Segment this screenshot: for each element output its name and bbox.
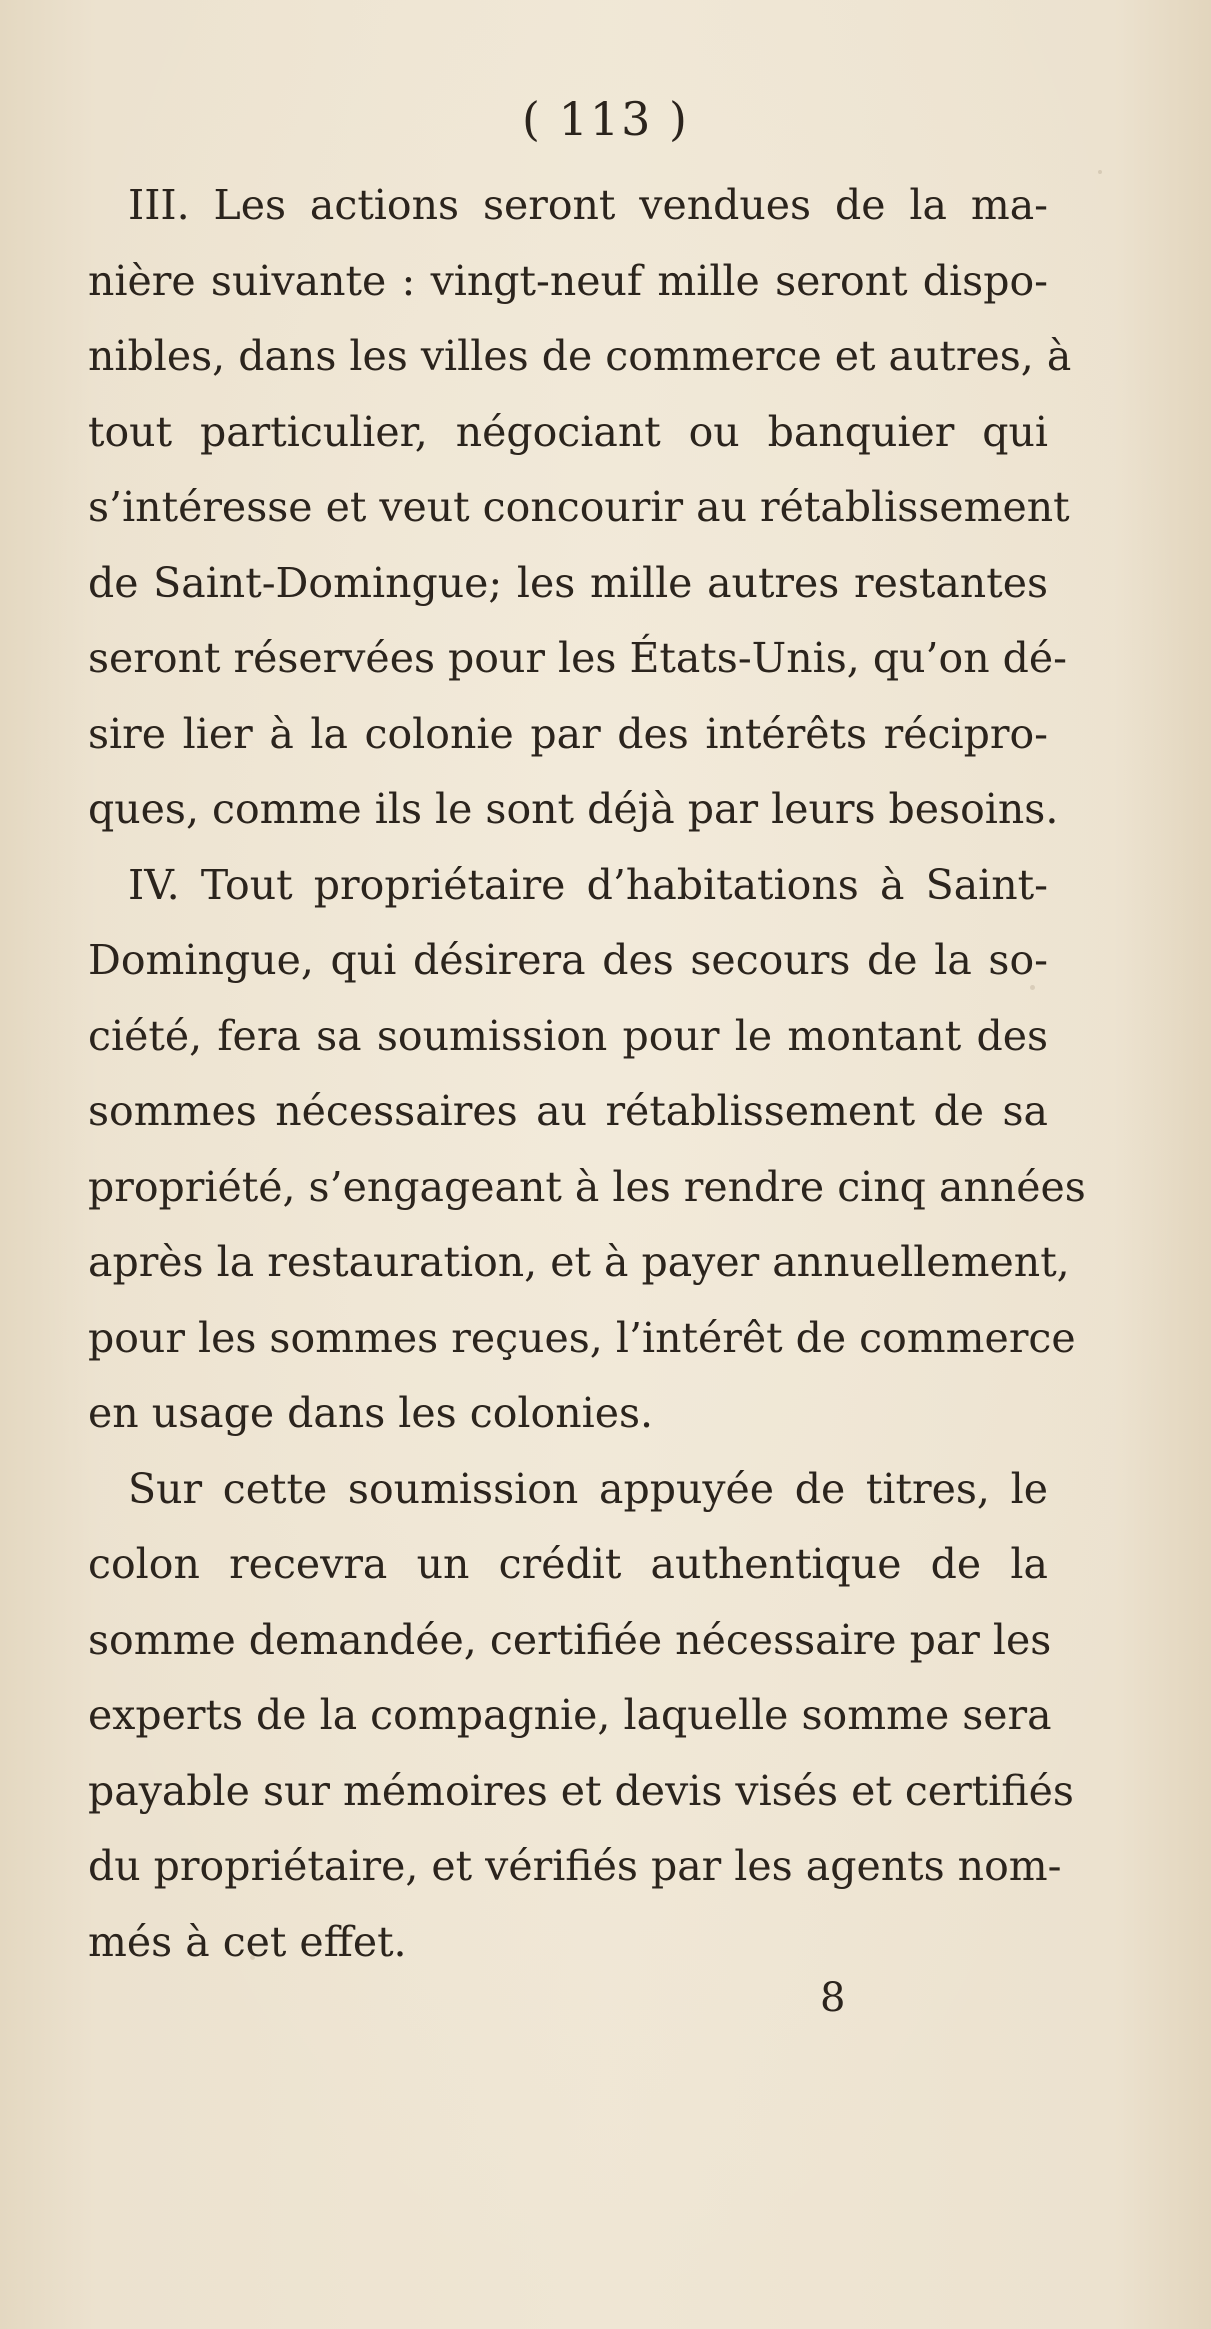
text-line: III. Les actions seront vendues de la ma- bbox=[128, 181, 1048, 229]
text-line: Sur cette soumission appuyée de titres, le bbox=[128, 1464, 1048, 1513]
text-line: propriété, s’engageant à les rendre cinq années bbox=[88, 1162, 1086, 1211]
text-line: de Saint-Domingue; les mille autres restantes bbox=[88, 558, 1048, 607]
text-line: més à cet effet. bbox=[88, 1917, 407, 1966]
text-line: s’intéresse et veut concourir au rétablissement bbox=[88, 483, 1070, 531]
text-line: ques, comme ils le sont déjà par leurs besoins. bbox=[88, 785, 1059, 833]
text-line: nière suivante : vingt-neuf mille seront dispo- bbox=[88, 256, 1048, 305]
text-line: sommes nécessaires au rétablissement de sa bbox=[88, 1087, 1048, 1135]
text-line: nibles, dans les villes de commerce et autres, à bbox=[88, 332, 1072, 380]
text-line: colon recevra un crédit authentique de la bbox=[88, 1540, 1048, 1588]
text-line: du propriétaire, et vérifiés par les agents nom- bbox=[88, 1842, 1062, 1890]
text-line: somme demandée, certifiée nécessaire par les bbox=[88, 1615, 1052, 1664]
text-line: IV. Tout propriétaire d’habitations à Saint- bbox=[128, 860, 1048, 909]
text-line: pour les sommes reçues, l’intérêt de commerce bbox=[88, 1313, 1076, 1362]
paper-foxing-spot bbox=[1098, 170, 1102, 174]
text-line: sire lier à la colonie par des intérêts récipro- bbox=[88, 709, 1048, 758]
page-number: ( 113 ) bbox=[522, 92, 689, 146]
text-line: après la restauration, et à payer annuellement, bbox=[88, 1238, 1070, 1286]
text-line: en usage dans les colonies. bbox=[88, 1389, 654, 1437]
text-line: Domingue, qui désirera des secours de la so- bbox=[88, 936, 1048, 984]
signature-mark: 8 bbox=[820, 1975, 846, 2021]
text-line: seront réservées pour les États-Unis, qu’on dé- bbox=[88, 634, 1068, 682]
text-line: experts de la compagnie, laquelle somme sera bbox=[88, 1691, 1052, 1739]
text-line: tout particulier, négociant ou banquier qui bbox=[88, 407, 1048, 456]
text-line: ciété, fera sa soumission pour le montant des bbox=[88, 1011, 1048, 1060]
body-text bbox=[88, 168, 1086, 1980]
text-line: payable sur mémoires et devis visés et certifiés bbox=[88, 1766, 1074, 1815]
